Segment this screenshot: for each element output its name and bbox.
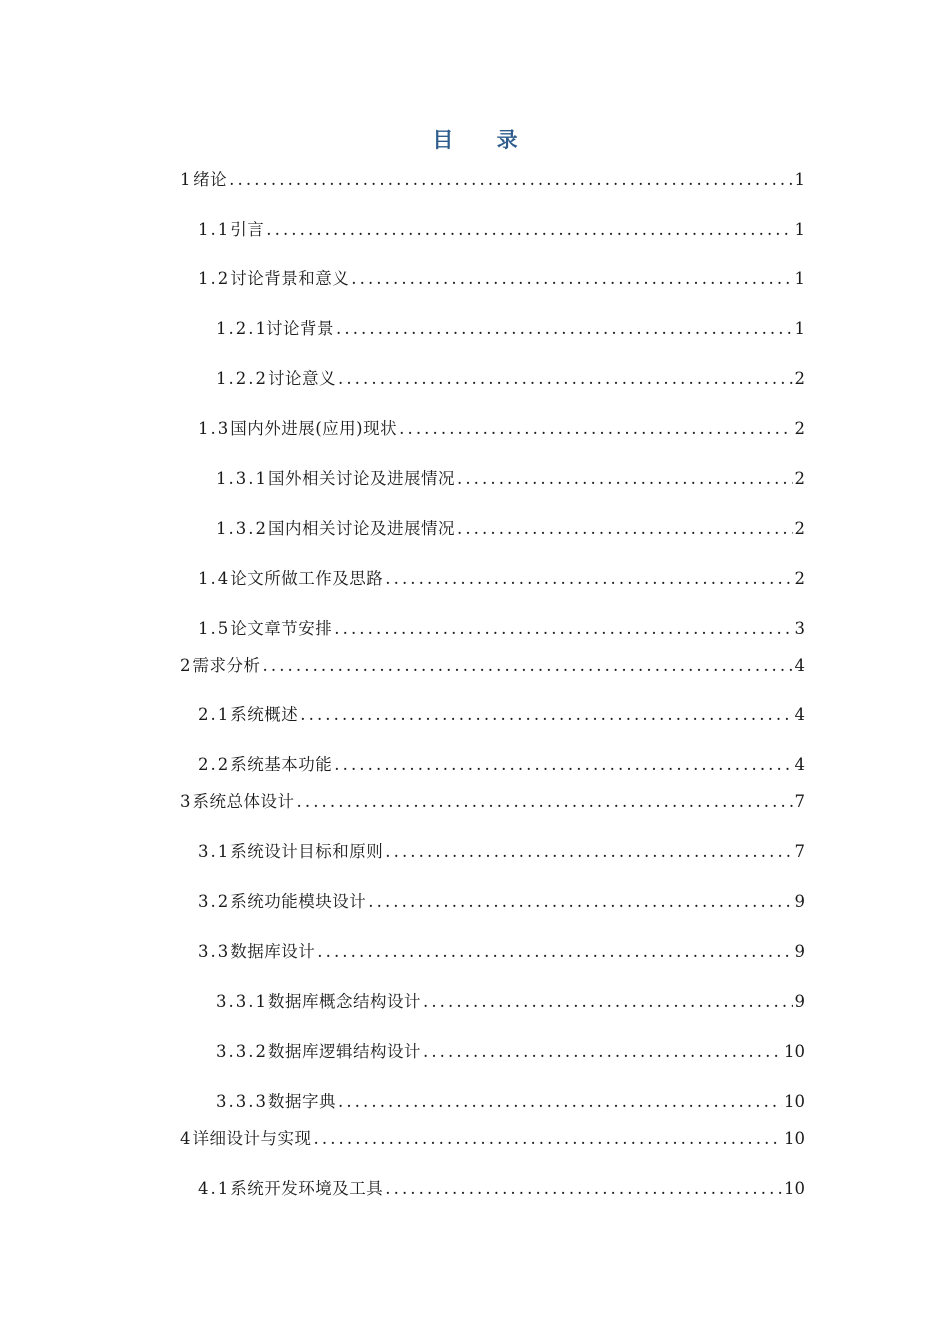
toc-entry-section[interactable]	[198, 703, 805, 727]
toc-dot-leader	[263, 654, 793, 678]
toc-entry-page: 1	[794, 170, 805, 189]
toc-entry-number: 1.4	[198, 569, 231, 588]
toc-entry-number: 1.3.2	[216, 519, 268, 538]
toc-entry-title: 引言	[230, 220, 265, 239]
toc-entry-title: 数据字典	[267, 1092, 336, 1111]
toc-entry-title: 系统开发环境及工具	[230, 1179, 384, 1198]
toc-entry-title: 国内相关讨论及进展情况	[267, 519, 455, 538]
toc-entry-number: 1	[180, 170, 193, 189]
toc-entry-title: 系统设计目标和原则	[230, 842, 384, 861]
toc-entry-number: 1.2.2	[216, 369, 268, 388]
toc-entry-number: 1.5	[198, 619, 231, 638]
toc-entry-page: 2	[794, 569, 805, 588]
toc-dot-leader	[334, 617, 792, 641]
toc-entry-title: 国外相关讨论及进展情况	[267, 469, 455, 488]
toc-entry-page: 10	[784, 1042, 805, 1061]
toc-dot-leader	[423, 990, 793, 1014]
toc-entry-page: 1	[794, 269, 805, 288]
toc-entry-title: 系统概述	[230, 705, 299, 724]
toc-entry-page: 4	[794, 755, 805, 774]
toc-entry-number: 3	[180, 792, 193, 811]
toc-dot-leader	[385, 567, 792, 591]
toc-entry-title: 需求分析	[192, 656, 261, 675]
toc-dot-leader	[317, 940, 792, 964]
toc-entry-section[interactable]	[198, 218, 805, 242]
toc-entry-subsection[interactable]	[216, 317, 805, 341]
toc-dot-leader	[423, 1040, 782, 1064]
toc-entry-chapter[interactable]	[180, 790, 805, 814]
toc-entry-title: 讨论背景和意义	[230, 269, 350, 288]
toc-entry-number: 4.1	[198, 1179, 231, 1198]
toc-entry-number: 1.2.1	[216, 319, 268, 338]
toc-dot-leader	[368, 890, 792, 914]
toc-entry-number: 2.1	[198, 705, 231, 724]
toc-entry-number: 2.2	[198, 755, 231, 774]
toc-dot-leader	[338, 367, 793, 391]
toc-entry-number: 1.2	[198, 269, 231, 288]
toc-entry-number: 1.1	[198, 220, 231, 239]
toc-dot-leader	[300, 703, 792, 727]
toc-entry-number: 2	[180, 656, 193, 675]
toc-entry-page: 1	[794, 319, 805, 338]
toc-entry-title: 数据库逻辑结构设计	[267, 1042, 421, 1061]
toc-entry-number: 3.1	[198, 842, 231, 861]
toc-dot-leader	[297, 790, 793, 814]
toc-dot-leader	[385, 840, 792, 864]
toc-entry-title: 数据库设计	[230, 942, 316, 961]
toc-entry-page: 9	[794, 942, 805, 961]
toc-entry-page: 2	[794, 419, 805, 438]
toc-dot-leader	[336, 317, 793, 341]
toc-entry-section[interactable]	[198, 417, 805, 441]
toc-entry-section[interactable]	[198, 267, 805, 291]
toc-entry-page: 4	[794, 656, 805, 675]
toc-entry-title: 数据库概念结构设计	[267, 992, 421, 1011]
toc-dot-leader	[385, 1177, 782, 1201]
toc-entry-section[interactable]	[198, 567, 805, 591]
toc-entry-page: 9	[794, 892, 805, 911]
toc-entry-title: 系统功能模块设计	[230, 892, 367, 911]
toc-entry-chapter[interactable]	[180, 168, 805, 192]
toc-entry-title: 讨论意义	[267, 369, 336, 388]
toc-entry-page: 1	[794, 220, 805, 239]
toc-title: 目 录	[432, 128, 536, 152]
toc-entry-page: 2	[794, 469, 805, 488]
toc-entry-page: 4	[794, 705, 805, 724]
toc-dot-leader	[314, 1127, 783, 1151]
toc-entry-subsection[interactable]	[216, 517, 805, 541]
toc-entry-page: 2	[794, 369, 805, 388]
toc-entry-subsection[interactable]	[216, 1090, 805, 1114]
toc-entry-section[interactable]	[198, 890, 805, 914]
toc-entry-title: 系统基本功能	[230, 755, 333, 774]
toc-dot-leader	[334, 753, 792, 777]
toc-entry-number: 1.3.1	[216, 469, 268, 488]
toc-entry-page: 3	[794, 619, 805, 638]
toc-entry-chapter[interactable]	[180, 654, 805, 678]
toc-entry-title: 详细设计与实现	[192, 1129, 312, 1148]
toc-entry-page: 10	[784, 1179, 805, 1198]
toc-entry-page: 7	[794, 792, 805, 811]
toc-entry-number: 3.3.1	[216, 992, 268, 1011]
toc-dot-leader	[457, 517, 793, 541]
toc-entry-title: 国内外进展(应用)现状	[230, 419, 398, 438]
toc-entry-title: 论文所做工作及思路	[230, 569, 384, 588]
toc-entry-number: 3.3	[198, 942, 231, 961]
toc-dot-leader	[457, 467, 793, 491]
toc-entry-number: 3.3.2	[216, 1042, 268, 1061]
toc-dot-leader	[229, 168, 792, 192]
toc-entry-section[interactable]	[198, 840, 805, 864]
toc-entry-number: 1.3	[198, 419, 231, 438]
toc-entry-subsection[interactable]	[216, 990, 805, 1014]
toc-entry-number: 4	[180, 1129, 193, 1148]
toc-entry-page: 7	[794, 842, 805, 861]
toc-entry-section[interactable]	[198, 617, 805, 641]
toc-dot-leader	[399, 417, 792, 441]
toc-dot-leader	[351, 267, 792, 291]
toc-entry-title: 系统总体设计	[192, 792, 295, 811]
toc-entry-page: 10	[784, 1129, 805, 1148]
toc-entry-title: 论文章节安排	[230, 619, 333, 638]
toc-entry-page: 9	[794, 992, 805, 1011]
toc-entry-number: 3.2	[198, 892, 231, 911]
toc-entry-chapter[interactable]	[180, 1127, 805, 1151]
toc-entry-title: 讨论背景	[266, 319, 334, 338]
toc-entry-page: 2	[794, 519, 805, 538]
toc-entry-subsection[interactable]	[216, 367, 805, 391]
toc-dot-leader	[266, 218, 792, 242]
toc-entry-subsection[interactable]	[216, 1040, 805, 1064]
toc-entry-section[interactable]	[198, 753, 805, 777]
toc-entry-number: 3.3.3	[216, 1092, 268, 1111]
toc-entry-page: 10	[784, 1092, 805, 1111]
toc-entry-section[interactable]	[198, 940, 805, 964]
toc-entry-section[interactable]	[198, 1177, 805, 1201]
toc-entry-title: 绪论	[193, 170, 228, 189]
toc-entry-subsection[interactable]	[216, 467, 805, 491]
toc-dot-leader	[338, 1090, 782, 1114]
